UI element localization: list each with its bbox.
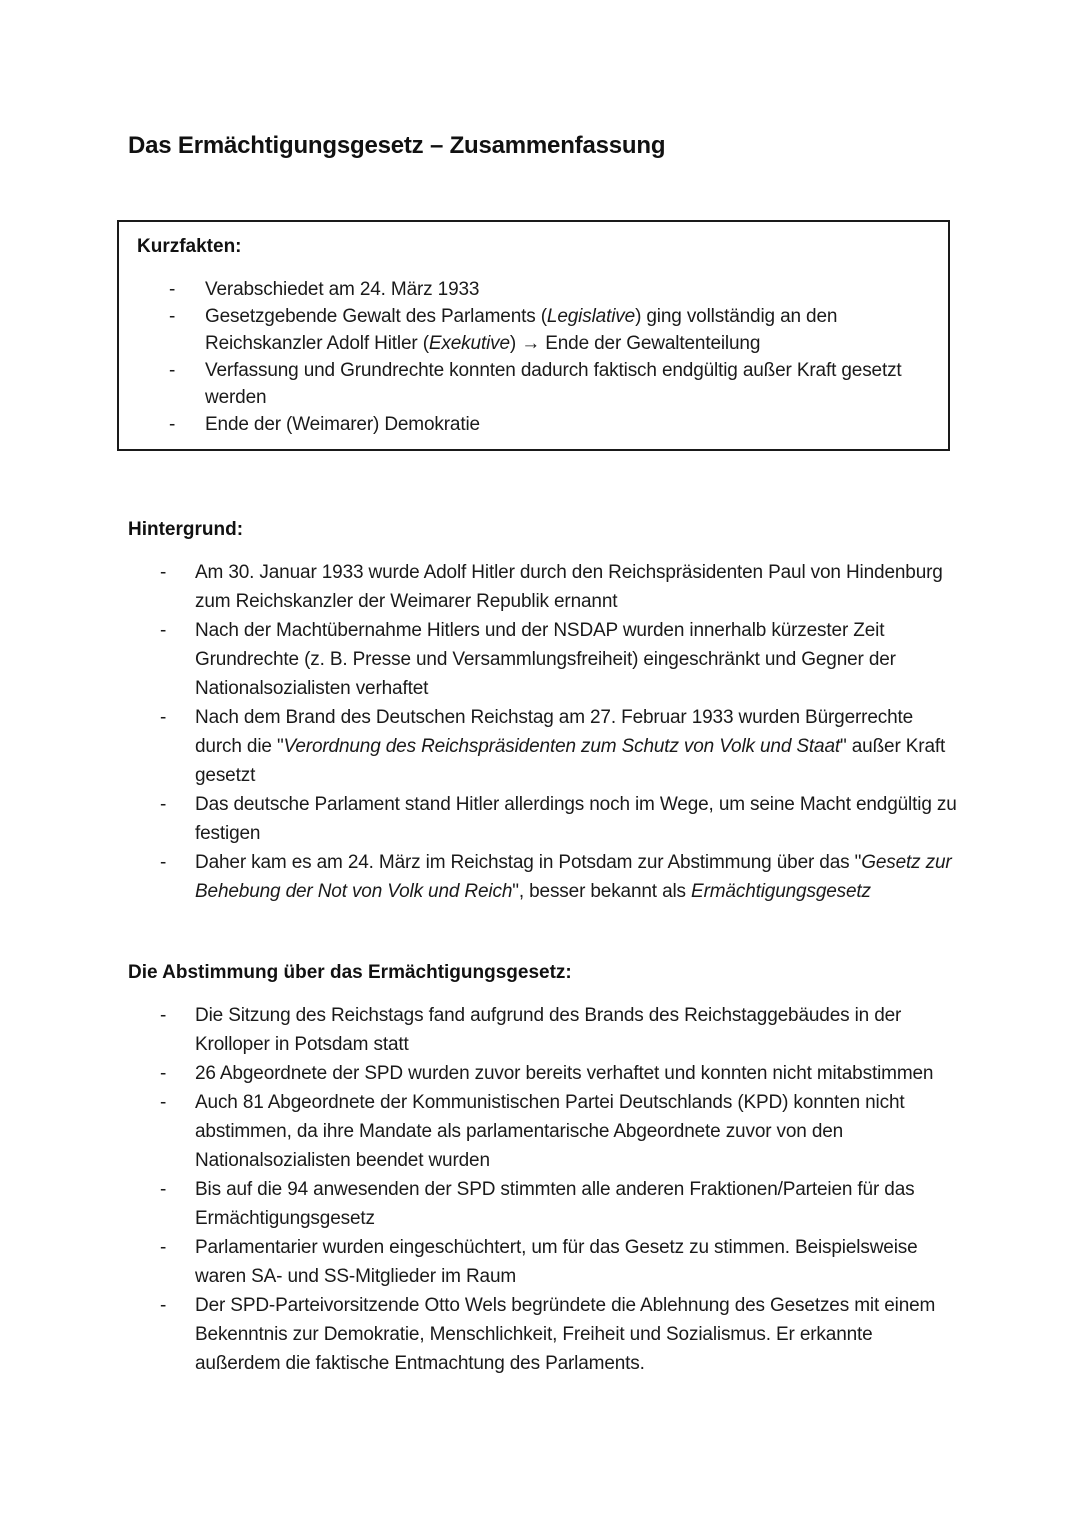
- abstimmung-heading: Die Abstimmung über das Ermächtigungsgesetz:: [128, 962, 572, 983]
- text-run: Das deutsche Parlament stand Hitler allerdings noch im Wege, um seine Macht endgültig zu festigen: [195, 794, 957, 844]
- text-run: Bis auf die 94 anwesenden der SPD stimmten alle anderen Fraktionen/Parteien für das Ermächtigungsgesetz: [195, 1179, 915, 1229]
- list-item: [128, 848, 960, 906]
- text-run: " außer Kraft gesetzt: [195, 736, 946, 786]
- list-item: [128, 1088, 960, 1175]
- text-run: Ende der (Weimarer) Demokratie: [205, 414, 480, 435]
- list-item: [128, 703, 960, 790]
- kurzfakten-heading: Kurzfakten:: [137, 236, 242, 257]
- list-item: [137, 276, 930, 303]
- text-run: ", besser bekannt als: [512, 881, 692, 902]
- text-run: Daher kam es am 24. März im Reichstag in Potsdam zur Abstimmung über das ": [195, 852, 862, 873]
- text-run: Verordnung des Reichspräsidenten zum Schutz von Volk und Staat: [283, 736, 841, 757]
- hintergrund-list: [128, 558, 960, 906]
- list-item: [137, 357, 930, 411]
- text-run: ) → Ende der Gewaltenteilung: [509, 333, 761, 354]
- list-item: [128, 1001, 960, 1059]
- list-item: [137, 411, 930, 438]
- text-run: Parlamentarier wurden eingeschüchtert, um für das Gesetz zu stimmen. Beispielsweise waren SA- und SS-Mitglieder im Raum: [195, 1237, 918, 1287]
- text-run: Nach der Machtübernahme Hitlers und der NSDAP wurden innerhalb kürzester Zeit Grundrechte (z. B. Presse und Versammlungsfreiheit) eingeschränkt und Gegner der Nationalsozialisten verhaftet: [195, 620, 896, 699]
- list-item: [137, 303, 930, 357]
- hintergrund-heading: Hintergrund:: [128, 519, 244, 540]
- list-item: [128, 558, 960, 616]
- text-run: Verabschiedet am 24. März 1933: [205, 279, 480, 300]
- text-run: Gesetz zur Behebung der Not von Volk und Reich: [195, 852, 952, 902]
- section-abstimmung: [128, 958, 960, 1378]
- page-title: Das Ermächtigungsgesetz – Zusammenfassung: [128, 132, 666, 159]
- list-item: [128, 1175, 960, 1233]
- text-run: Am 30. Januar 1933 wurde Adolf Hitler durch den Reichspräsidenten Paul von Hindenburg zum Reichskanzler der Weimarer Republik ernannt: [195, 562, 943, 612]
- text-run: Gesetzgebende Gewalt des Parlaments (: [205, 306, 547, 327]
- text-run: Auch 81 Abgeordnete der Kommunistischen Partei Deutschlands (KPD) konnten nicht abstimmen, da ihre Mandate als parlamentarische Abgeordnete zuvor von den Nationalsozialisten beendet wurden: [195, 1092, 905, 1171]
- kurzfakten-list: [137, 276, 930, 438]
- list-item: [128, 616, 960, 703]
- text-run: 26 Abgeordnete der SPD wurden zuvor bereits verhaftet und konnten nicht mitabstimmen: [195, 1063, 934, 1084]
- text-run: Der SPD-Parteivorsitzende Otto Wels begründete die Ablehnung des Gesetzes mit einem Bekenntnis zur Demokratie, Menschlichkeit, Freiheit und Sozialismus. Er erkannte außerdem die faktische Entmachtung des Parlaments.: [195, 1295, 936, 1374]
- section-hintergrund: [128, 515, 960, 906]
- list-item: [128, 1059, 960, 1088]
- kurzfakten-box: [117, 220, 950, 451]
- text-run: Verfassung und Grundrechte konnten dadurch faktisch endgültig außer Kraft gesetzt werden: [205, 360, 902, 408]
- text-run: Ermächtigungsgesetz: [691, 881, 871, 902]
- text-run: Legislative: [546, 306, 636, 327]
- text-run: Exekutive: [428, 333, 510, 354]
- text-run: Die Sitzung des Reichstags fand aufgrund des Brands des Reichstaggebäudes in der Krolloper in Potsdam statt: [195, 1005, 902, 1055]
- list-item: [128, 1233, 960, 1291]
- abstimmung-list: [128, 1001, 960, 1378]
- list-item: [128, 790, 960, 848]
- text-run: Nach dem Brand des Deutschen Reichstag am 27. Februar 1933 wurden Bürgerrechte durch die ": [195, 707, 914, 757]
- text-run: ) ging vollständig an den Reichskanzler Adolf Hitler (: [205, 306, 838, 354]
- list-item: [128, 1291, 960, 1378]
